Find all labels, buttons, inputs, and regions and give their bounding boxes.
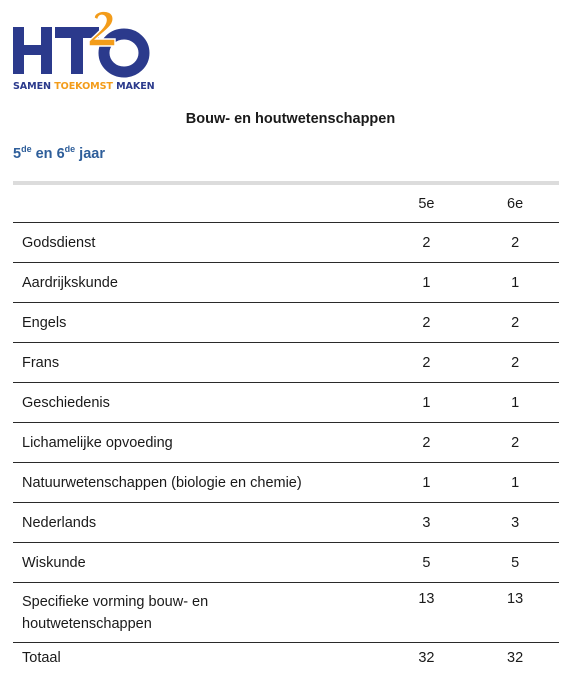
subtitle-sup2: de bbox=[65, 144, 76, 154]
year6-hours: 5 bbox=[471, 543, 559, 583]
table-row bbox=[13, 303, 559, 343]
logo-tagline bbox=[13, 81, 155, 92]
subtitle-mid: en 6 bbox=[32, 146, 65, 162]
subject-cell: Natuurwetenschappen (biologie en chemie) bbox=[13, 463, 382, 503]
year5-hours: 2 bbox=[382, 423, 472, 463]
subtitle-sup1: de bbox=[21, 144, 32, 154]
year5-hours: 2 bbox=[382, 303, 472, 343]
year5-hours: 2 bbox=[382, 223, 472, 263]
document-title: Bouw- en houtwetenschappen bbox=[0, 111, 581, 127]
subject-cell: Aardrijkskunde bbox=[13, 263, 382, 303]
table-row bbox=[13, 423, 559, 463]
subject-cell: Engels bbox=[13, 303, 382, 343]
subject-cell: Wiskunde bbox=[13, 543, 382, 583]
year5-hours: 1 bbox=[382, 463, 472, 503]
table-row bbox=[13, 463, 559, 503]
header-year6: 6e bbox=[471, 183, 559, 223]
subject-text: Specifieke vorming bouw- en houtwetenschappen bbox=[22, 591, 242, 635]
header-subject bbox=[13, 183, 382, 223]
table-row bbox=[13, 583, 559, 643]
subject-cell: Lichamelijke opvoeding bbox=[13, 423, 382, 463]
document-subtitle bbox=[13, 146, 105, 162]
table-row bbox=[13, 383, 559, 423]
table-row bbox=[13, 343, 559, 383]
year5-hours: 1 bbox=[382, 263, 472, 303]
year6-hours: 1 bbox=[471, 463, 559, 503]
year6-hours: 2 bbox=[471, 423, 559, 463]
header-year5: 5e bbox=[382, 183, 472, 223]
year6-hours: 2 bbox=[471, 343, 559, 383]
year5-hours: 1 bbox=[382, 383, 472, 423]
year6-total: 32 bbox=[471, 643, 559, 676]
year5-total: 32 bbox=[382, 643, 472, 676]
schedule-table bbox=[13, 181, 559, 676]
subject-cell: Totaal bbox=[13, 643, 382, 676]
subject-cell: Godsdienst bbox=[13, 223, 382, 263]
year6-hours: 2 bbox=[471, 223, 559, 263]
year5-hours: 2 bbox=[382, 343, 472, 383]
tagline-toekomst: TOEKOMST bbox=[54, 81, 113, 92]
subtitle-end: jaar bbox=[75, 146, 105, 162]
year5-hours: 5 bbox=[382, 543, 472, 583]
subject-cell bbox=[13, 583, 382, 643]
year5-hours: 3 bbox=[382, 503, 472, 543]
subject-cell: Nederlands bbox=[13, 503, 382, 543]
year6-hours: 1 bbox=[471, 263, 559, 303]
tagline-samen: SAMEN bbox=[13, 81, 54, 92]
table-row bbox=[13, 223, 559, 263]
subject-cell: Frans bbox=[13, 343, 382, 383]
ht2o-logo-graphic bbox=[10, 8, 152, 88]
table-header-row bbox=[13, 183, 559, 223]
year6-hours: 2 bbox=[471, 303, 559, 343]
table-row bbox=[13, 543, 559, 583]
table-row bbox=[13, 263, 559, 303]
year5-hours: 13 bbox=[382, 583, 472, 643]
subject-cell: Geschiedenis bbox=[13, 383, 382, 423]
year6-hours: 1 bbox=[471, 383, 559, 423]
table-row bbox=[13, 503, 559, 543]
subtitle-num1: 5 bbox=[13, 146, 21, 162]
year6-hours: 13 bbox=[471, 583, 559, 643]
year6-hours: 3 bbox=[471, 503, 559, 543]
tagline-maken: MAKEN bbox=[113, 81, 155, 92]
